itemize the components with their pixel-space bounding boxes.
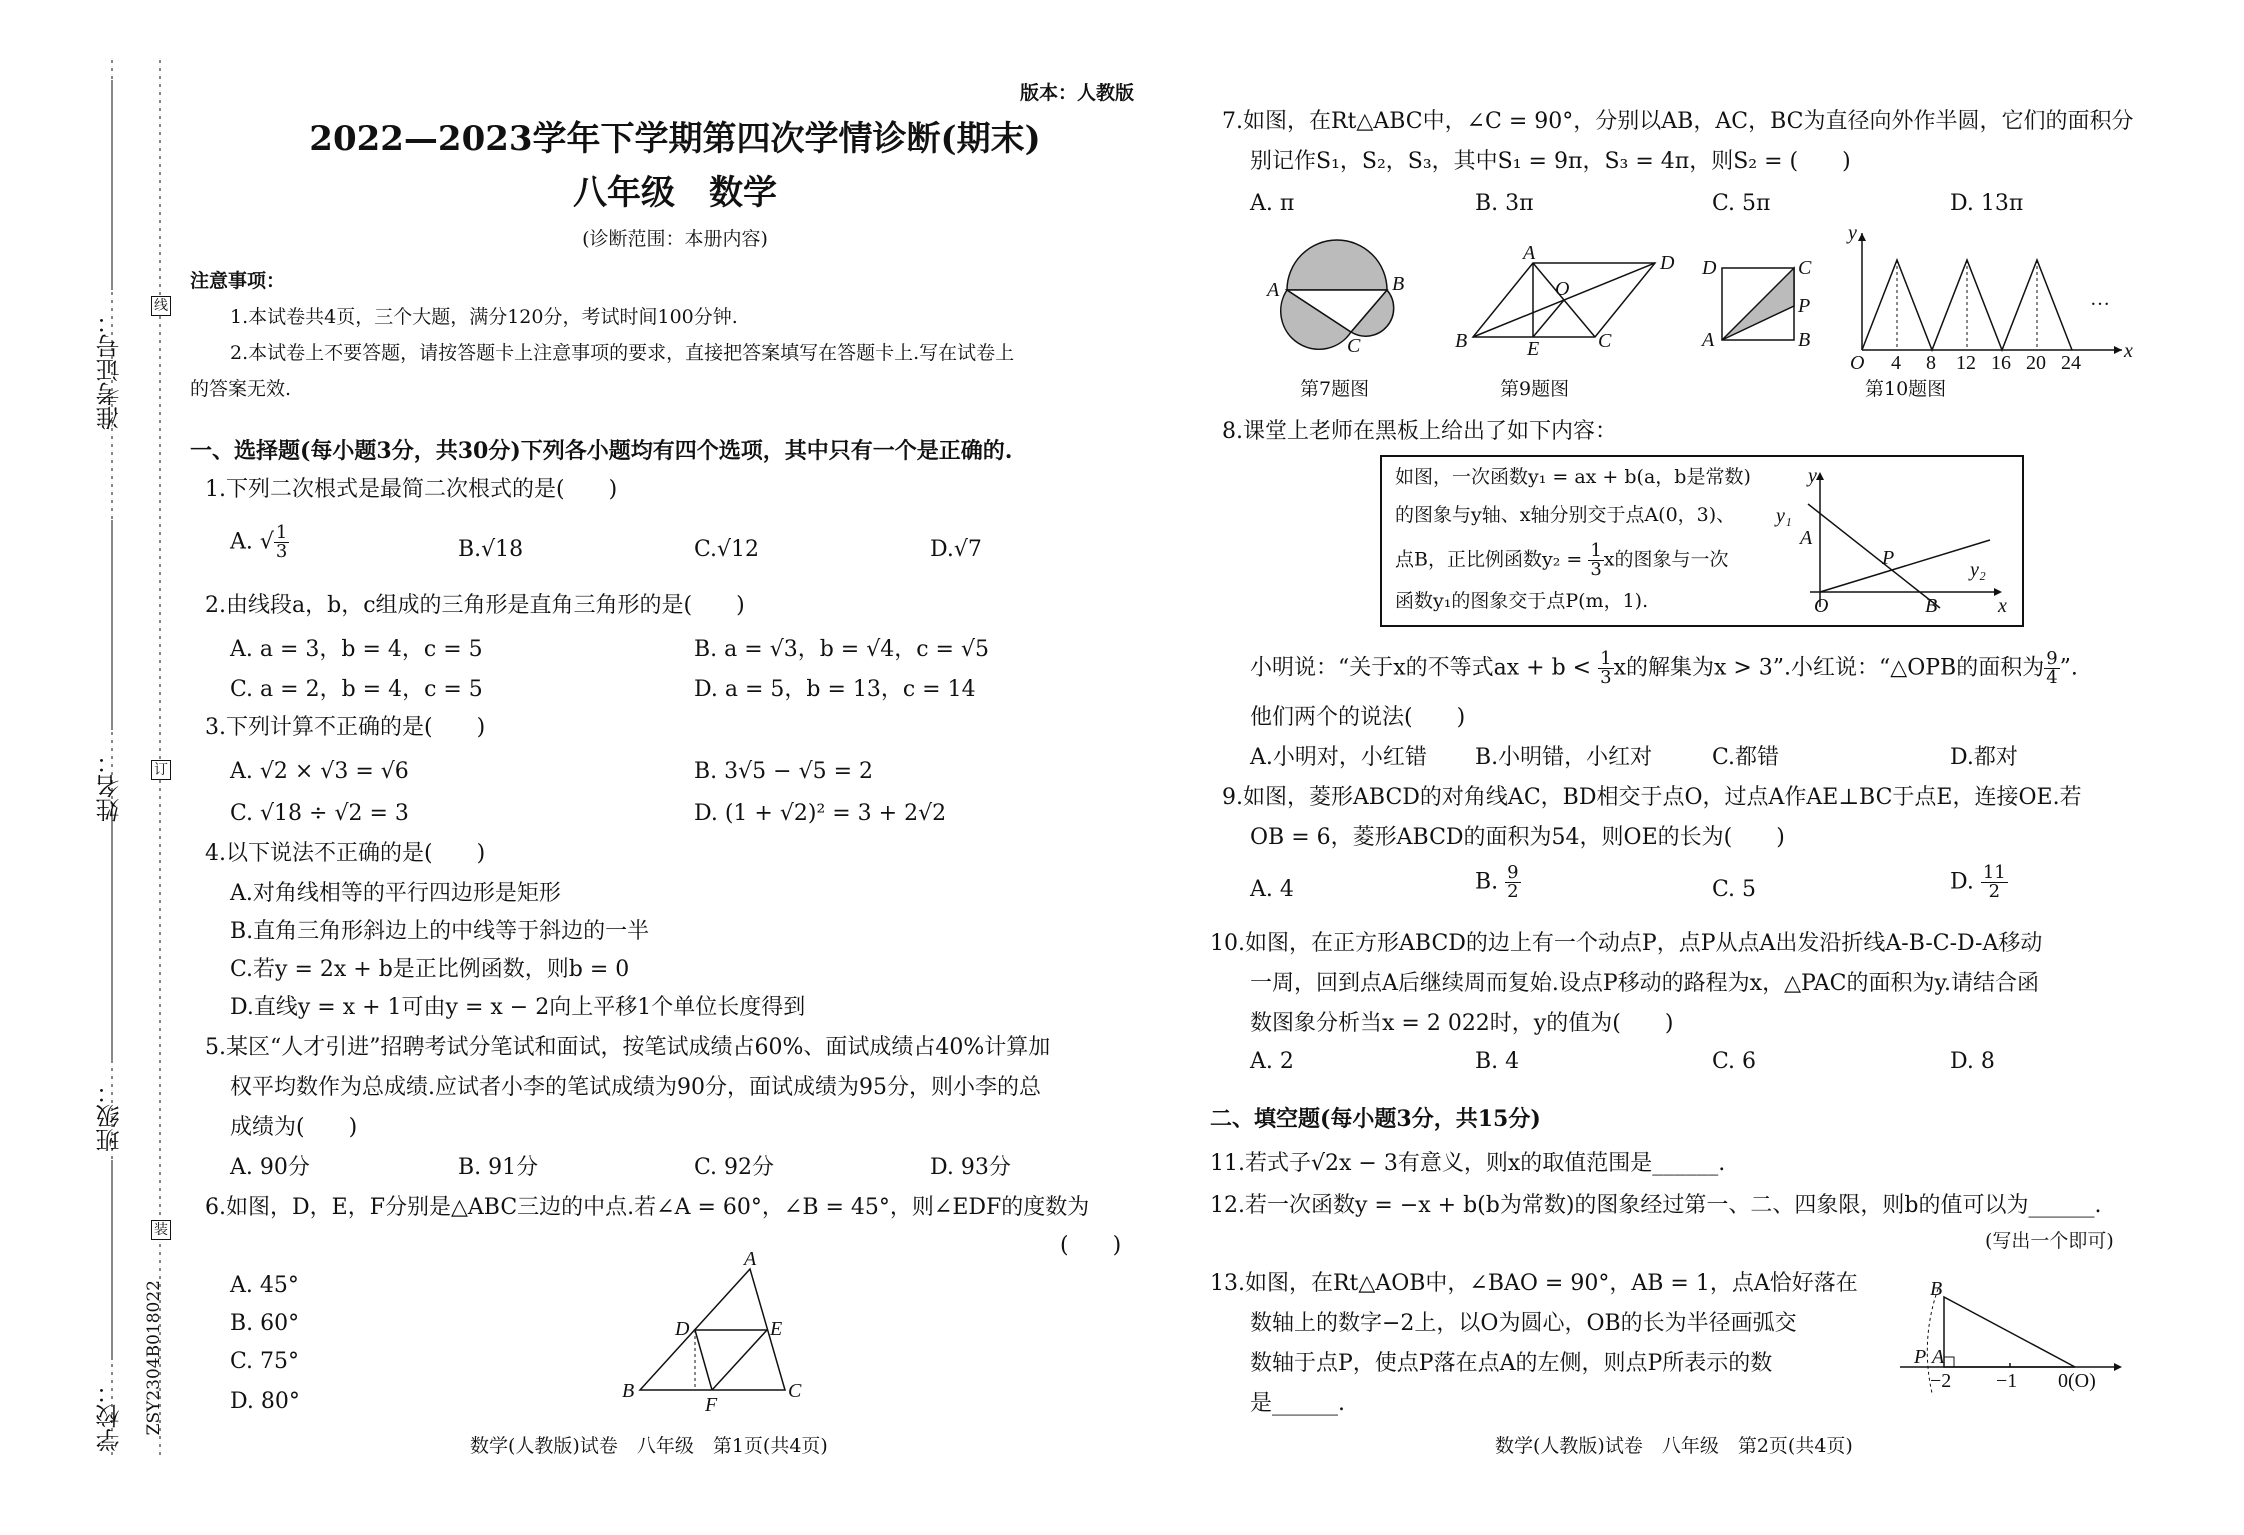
name-label: 姓名： bbox=[96, 750, 124, 822]
q10-line-1: 10.如图，在正方形ABCD的边上有一个动点P，点P从点A出发沿折线A-B-C-D-A移动 bbox=[1210, 931, 2043, 956]
note-2-cont: 的答案无效. bbox=[190, 378, 292, 400]
q3-option-b: B. 3√5 − √5 = 2 bbox=[694, 759, 874, 784]
q1-stem: 1.下列二次根式是最简二次根式的是( ) bbox=[205, 477, 618, 502]
graph-tick-20: 20 bbox=[2026, 352, 2046, 374]
q5-option-d: D. 93分 bbox=[930, 1155, 1011, 1180]
class-label: 班级： bbox=[96, 1080, 124, 1152]
q7-option-c: C. 5π bbox=[1712, 191, 1771, 216]
q4-option-d: D.直线y = x + 1可由y = x − 2向上平移1个单位长度得到 bbox=[230, 995, 806, 1020]
q8-label-a: A bbox=[1800, 527, 1813, 549]
label-minus-1: −1 bbox=[1996, 1370, 2018, 1392]
q6-paren: ( ) bbox=[1060, 1233, 1122, 1258]
q1-a-den: 3 bbox=[275, 541, 288, 562]
q13-line-4: 是______. bbox=[1250, 1391, 1345, 1416]
q8-frac-9-4 bbox=[2044, 650, 2059, 687]
q8-y1-label: y₁ bbox=[1776, 505, 1792, 527]
q1-option-c: C.√12 bbox=[694, 537, 760, 562]
binding-strip bbox=[50, 60, 170, 1460]
q6-option-a: A. 45° bbox=[230, 1273, 299, 1298]
label-c-9: C bbox=[1598, 330, 1612, 352]
label-p-13: P bbox=[1914, 1346, 1927, 1368]
q10-line-3: 数图象分析当x = 2 022时，y的值为( ) bbox=[1250, 1011, 1674, 1036]
graph-y-arrow bbox=[1858, 233, 1866, 241]
q9-line-1: 9.如图，菱形ABCD的对角线AC，BD相交于点O，过点A作AE⊥BC于点E，连接OE.若 bbox=[1222, 785, 2082, 810]
q13-line-3: 数轴于点P，使点P落在点A的左侧，则点P所表示的数 bbox=[1250, 1351, 1773, 1376]
q8-box-line-3-b: x的图象与一次 bbox=[1603, 548, 1729, 571]
q9-b-label: B. bbox=[1475, 869, 1499, 895]
q1-a-fraction bbox=[274, 524, 289, 561]
q2-stem: 2.由线段a，b，c组成的三角形是直角三角形的是( ) bbox=[205, 593, 745, 618]
q6-option-c: C. 75° bbox=[230, 1349, 300, 1374]
notes-heading: 注意事项： bbox=[190, 270, 286, 292]
caption-fig10: 第10题图 bbox=[1865, 378, 1947, 400]
graph-x-label: x bbox=[2124, 340, 2133, 362]
q9-option-c: C. 5 bbox=[1712, 877, 1757, 902]
q8-y-label: y bbox=[1808, 465, 1817, 487]
label-o-9: O bbox=[1555, 278, 1570, 300]
q7-option-a: A. π bbox=[1250, 191, 1295, 216]
q12-hint: (写出一个即可) bbox=[1985, 1230, 2114, 1252]
q1-a-num: 1 bbox=[275, 522, 288, 543]
q8-frac94-den: 4 bbox=[2046, 667, 2058, 688]
q4-option-b: B.直角三角形斜边上的中线等于斜边的一半 bbox=[230, 919, 650, 944]
q3-option-d: D. (1 + √2)² = 3 + 2√2 bbox=[694, 801, 947, 826]
q2-option-d: D. a = 5，b = 13，c = 14 bbox=[694, 677, 976, 702]
q5-option-a: A. 90分 bbox=[230, 1155, 310, 1180]
q10-graph-figure bbox=[1840, 222, 2133, 375]
q9-option-d bbox=[1950, 864, 2008, 901]
footer-page-2: 数学(人教版)试卷 八年级 第2页(共4页) bbox=[1495, 1435, 1853, 1457]
q8-y2-label: y₂ bbox=[1970, 559, 1986, 581]
q8-option-a: A.小明对，小红错 bbox=[1250, 745, 1427, 770]
q5-line-3: 成绩为( ) bbox=[230, 1115, 358, 1140]
caption-fig7: 第7题图 bbox=[1300, 378, 1370, 400]
school-label: 学校： bbox=[96, 1380, 124, 1452]
q5-option-b: B. 91分 bbox=[458, 1155, 539, 1180]
q10-square-figure bbox=[1700, 250, 1820, 355]
label-d-10: D bbox=[1702, 257, 1717, 279]
graph-ellipsis: … bbox=[2090, 288, 2110, 310]
graph-tick-4: 4 bbox=[1891, 352, 1901, 374]
bind-mark-line: 线 bbox=[151, 296, 171, 316]
graph-tick-8: 8 bbox=[1926, 352, 1936, 374]
q8-x-label: x bbox=[1998, 595, 2007, 617]
q11-text: 11.若式子√2x − 3有意义，则x的取值范围是______. bbox=[1210, 1151, 1726, 1176]
q8-box-line-4: 函数y₁的图象交于点P(m，1). bbox=[1395, 590, 1649, 612]
label-f: F bbox=[705, 1394, 718, 1416]
q3-option-a: A. √2 × √3 = √6 bbox=[230, 759, 409, 784]
q3-option-c: C. √18 ÷ √2 = 3 bbox=[230, 801, 409, 826]
q8-frac-1-3 bbox=[1598, 650, 1613, 687]
label-minus-2: −2 bbox=[1930, 1370, 1952, 1392]
q1-option-a: A. √ $\frac{1}{3}$ bbox=[230, 522, 288, 562]
label-d: D bbox=[675, 1318, 690, 1340]
label-b-9: B bbox=[1455, 330, 1468, 352]
section-1-heading: 一、选择题(每小题3分，共30分)下列各小题均有四个选项，其中只有一个是正确的. bbox=[190, 438, 1013, 464]
exam-title: 2022—2023学年下学期第四次学情诊断(期末) bbox=[309, 119, 1041, 159]
label-a-9: A bbox=[1523, 242, 1536, 264]
number-line-arrow bbox=[2114, 1363, 2122, 1371]
label-b: B bbox=[622, 1380, 635, 1402]
q8-box-line-3 bbox=[1395, 542, 1729, 579]
graph-y-label: y bbox=[1848, 222, 1857, 244]
q10-option-b: B. 4 bbox=[1475, 1049, 1520, 1074]
q3-stem: 3.下列计算不正确的是( ) bbox=[205, 715, 486, 740]
label-origin: 0(O) bbox=[2058, 1370, 2096, 1392]
q9-b-num: 9 bbox=[1507, 862, 1519, 883]
label-a: A bbox=[744, 1248, 757, 1270]
q6-option-d: D. 80° bbox=[230, 1389, 300, 1414]
q9-d-den: 2 bbox=[1988, 881, 2001, 902]
label-b-10: B bbox=[1798, 329, 1811, 351]
label-c: C bbox=[788, 1380, 802, 1402]
q9-d-num: 11 bbox=[1982, 862, 2006, 883]
q8-y-arrow bbox=[1816, 472, 1824, 480]
q8-line-2: 他们两个的说法( ) bbox=[1250, 705, 1466, 730]
graph-x-arrow bbox=[2114, 346, 2122, 354]
q10-option-a: A. 2 bbox=[1250, 1049, 1294, 1074]
label-c-10: C bbox=[1798, 257, 1812, 279]
q6-stem: 6.如图，D，E，F分别是△ABC三边的中点.若∠A = 60°，∠B = 45°，则∠EDF的度数为 bbox=[205, 1195, 1090, 1220]
q2-option-c: C. a = 2，b = 4，c = 5 bbox=[230, 677, 483, 702]
q4-option-c: C.若y = 2x + b是正比例函数，则b = 0 bbox=[230, 957, 630, 982]
label-a-13: A bbox=[1932, 1346, 1945, 1368]
q7-option-d: D. 13π bbox=[1950, 191, 2024, 216]
q8-box-frac-den: 3 bbox=[1590, 559, 1602, 580]
q8-frac-num: 1 bbox=[1600, 648, 1612, 669]
q9-d-fraction bbox=[1981, 864, 2008, 901]
label-d-9: D bbox=[1660, 252, 1675, 274]
q5-option-c: C. 92分 bbox=[694, 1155, 775, 1180]
triangle-aob bbox=[1944, 1297, 2075, 1367]
graph-tick-24: 24 bbox=[2061, 352, 2081, 374]
q13-line-1: 13.如图，在Rt△AOB中，∠BAO = 90°，AB = 1，点A恰好落在 bbox=[1210, 1271, 1858, 1296]
q2-option-b: B. a = √3，b = √4，c = √5 bbox=[694, 637, 989, 662]
q7-figure bbox=[1265, 240, 1425, 360]
graph-tick-16: 16 bbox=[1991, 352, 2011, 374]
q9-option-b bbox=[1475, 864, 1521, 901]
q8-box-line-2: 的图象与y轴、x轴分别交于点A(0，3)、 bbox=[1395, 504, 1736, 526]
q8-option-c: C.都错 bbox=[1712, 745, 1780, 770]
q1-option-b: B.√18 bbox=[458, 537, 524, 562]
triangle-pac bbox=[1722, 268, 1794, 340]
q8-statement-c: ”. bbox=[2059, 655, 2078, 681]
right-angle-mark bbox=[1944, 1357, 1954, 1367]
label-e: E bbox=[770, 1318, 783, 1340]
q10-line-2: 一周，回到点A后继续周而复始.设点P移动的路程为x，△PAC的面积为y.请结合函 bbox=[1250, 971, 2040, 996]
q8-box-line-1: 如图，一次函数y₁ = ax + b(a，b是常数) bbox=[1395, 466, 1751, 488]
semicircle-ab bbox=[1287, 240, 1387, 290]
paper-code: ZSY2304B018022 bbox=[144, 1280, 164, 1436]
q10-option-d: D. 8 bbox=[1950, 1049, 1995, 1074]
version-label: 版本：人教版 bbox=[1020, 82, 1135, 104]
admission-label: 准考证号： bbox=[96, 310, 124, 430]
q8-stem: 8.课堂上老师在黑板上给出了如下内容： bbox=[1222, 419, 1617, 444]
exam-scope: (诊断范围：本册内容) bbox=[582, 228, 768, 250]
q9-line-2: OB = 6，菱形ABCD的面积为54，则OE的长为( ) bbox=[1250, 825, 1785, 850]
note-2: 2.本试卷上不要答题，请按答题卡上注意事项的要求，直接把答案填写在答题卡上.写在试卷上 bbox=[230, 342, 1015, 364]
q4-stem: 4.以下说法不正确的是( ) bbox=[205, 841, 486, 866]
q10-option-c: C. 6 bbox=[1712, 1049, 1757, 1074]
q7-line-2: 别记作S₁，S₂，S₃，其中S₁ = 9π，S₃ = 4π，则S₂ = ( ) bbox=[1250, 149, 1851, 174]
q8-frac94-num: 9 bbox=[2046, 648, 2058, 669]
q8-line-y2 bbox=[1820, 540, 1990, 592]
segment-fe bbox=[712, 1330, 767, 1390]
q6-figure bbox=[620, 1248, 810, 1416]
q9-b-den: 2 bbox=[1507, 881, 1519, 902]
label-b-7: B bbox=[1392, 273, 1405, 295]
label-a-10: A bbox=[1702, 329, 1715, 351]
q5-line-1: 5.某区“人才引进”招聘考试分笔试和面试，按笔试成绩占60%、面试成绩占40%计算加 bbox=[205, 1035, 1051, 1060]
graph-origin: O bbox=[1850, 352, 1865, 374]
q8-label-p: P bbox=[1882, 547, 1895, 569]
q8-label-o: O bbox=[1814, 595, 1829, 617]
q1-option-d: D.√7 bbox=[930, 537, 982, 562]
q6-option-b: B. 60° bbox=[230, 1311, 300, 1336]
q8-label-b: B bbox=[1925, 595, 1938, 617]
label-c-7: C bbox=[1347, 335, 1361, 357]
q1-a-label: A. bbox=[230, 529, 253, 555]
q7-option-b: B. 3π bbox=[1475, 191, 1534, 216]
segment-df bbox=[695, 1330, 712, 1390]
section-2-heading: 二、填空题(每小题3分，共15分) bbox=[1210, 1106, 1541, 1132]
label-a-7: A bbox=[1267, 279, 1280, 301]
bind-mark-staple: 订 bbox=[151, 760, 171, 780]
q9-b-fraction bbox=[1505, 864, 1520, 901]
q9-option-a: A. 4 bbox=[1250, 877, 1294, 902]
q8-option-b: B.小明错，小红对 bbox=[1475, 745, 1653, 770]
q2-option-a: A. a = 3，b = 4，c = 5 bbox=[230, 637, 483, 662]
footer-page-1: 数学(人教版)试卷 八年级 第1页(共4页) bbox=[470, 1435, 828, 1457]
q8-box-frac-num: 1 bbox=[1590, 540, 1602, 561]
q8-statement-b: x的解集为x > 3”.小红说：“△OPB的面积为 bbox=[1613, 655, 2045, 681]
exam-subtitle: 八年级 数学 bbox=[573, 173, 777, 213]
q8-frac-den: 3 bbox=[1600, 667, 1612, 688]
caption-fig9: 第9题图 bbox=[1500, 378, 1570, 400]
label-b-13: B bbox=[1930, 1278, 1943, 1300]
note-1: 1.本试卷共4页，三个大题，满分120分，考试时间100分钟. bbox=[230, 306, 738, 328]
q8-figure bbox=[1770, 462, 2015, 620]
q8-statement-a: 小明说：“关于x的不等式ax + b < bbox=[1250, 655, 1592, 681]
q4-option-a: A.对角线相等的平行四边形是矩形 bbox=[230, 881, 561, 906]
q8-statement-line bbox=[1250, 650, 2078, 687]
label-e-9: E bbox=[1527, 338, 1540, 360]
q7-line-1: 7.如图，在Rt△ABC中，∠C = 90°，分别以AB，AC，BC为直径向外作半圆，它们的面积分 bbox=[1222, 109, 2134, 134]
q8-option-d: D.都对 bbox=[1950, 745, 2018, 770]
q12-text: 12.若一次函数y = −x + b(b为常数)的图象经过第一、二、四象限，则b的值可以为______. bbox=[1210, 1193, 2102, 1218]
graph-tick-12: 12 bbox=[1956, 352, 1976, 374]
q8-box-line-3-a: 点B，正比例函数y₂ = bbox=[1395, 548, 1583, 571]
q9-figure bbox=[1455, 242, 1685, 360]
q8-box-fraction bbox=[1588, 542, 1603, 579]
q5-line-2: 权平均数作为总成绩.应试者小李的笔试成绩为90分，面试成绩为95分，则小李的总 bbox=[230, 1075, 1041, 1100]
q13-figure bbox=[1880, 1275, 2130, 1395]
bind-mark-bind: 装 bbox=[151, 1220, 171, 1240]
q13-line-2: 数轴上的数字−2上，以O为圆心，OB的长为半径画弧交 bbox=[1250, 1311, 1797, 1336]
label-p-10: P bbox=[1798, 295, 1811, 317]
q9-d-label: D. bbox=[1950, 869, 1974, 895]
